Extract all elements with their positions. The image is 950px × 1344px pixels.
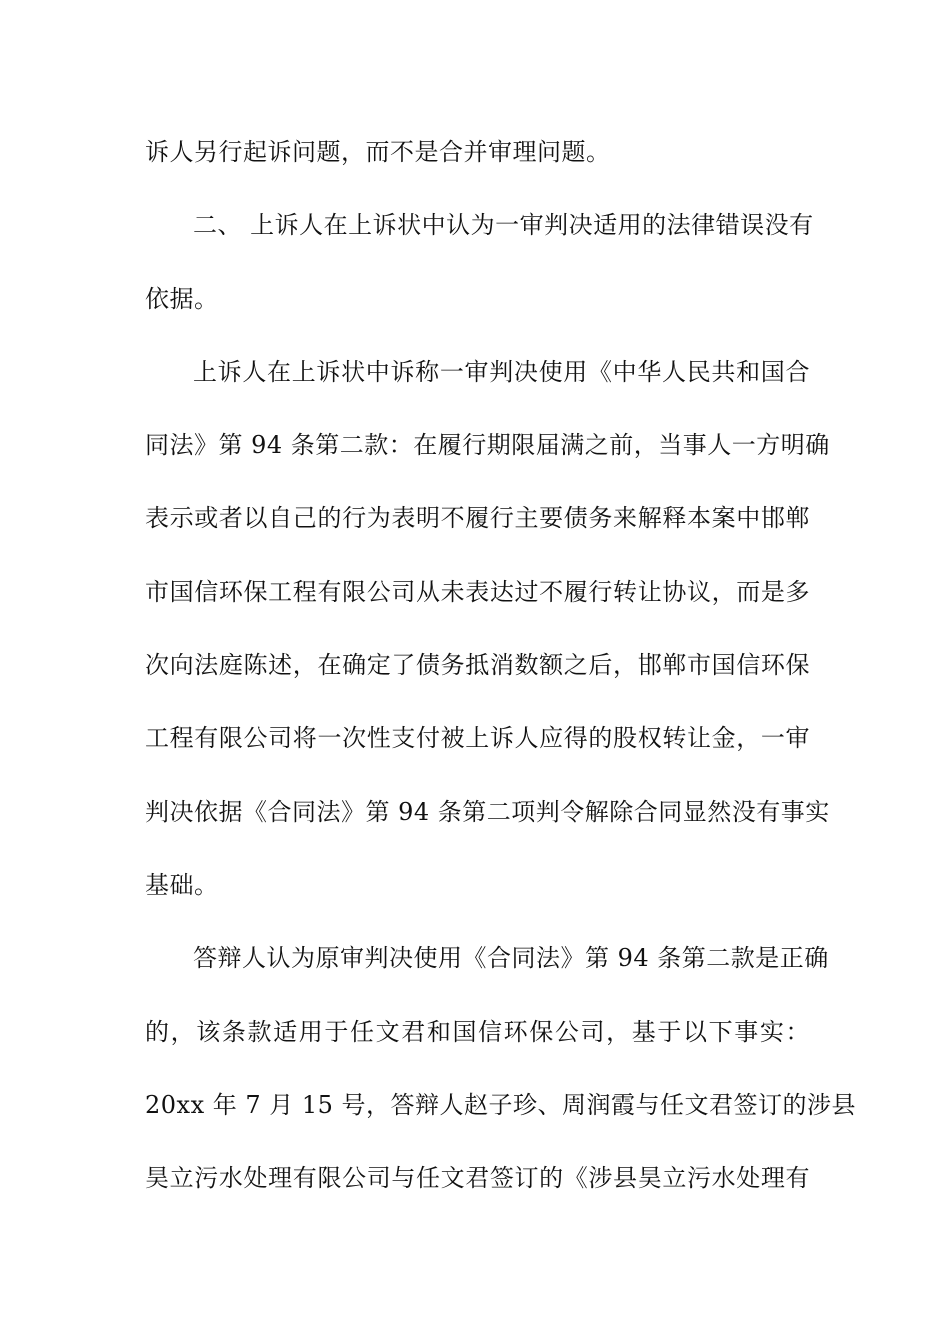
paragraph-line: 答辩人认为原审判决使用《合同法》第 94 条第二款是正确: [193, 944, 829, 973]
paragraph-line: 上诉人在上诉状中诉称一审判决使用《中华人民共和国合: [193, 357, 810, 386]
paragraph-line: 工程有限公司将一次性支付被上诉人应得的股权转让金，一审: [145, 724, 810, 753]
paragraph-line: 昊立污水处理有限公司与任文君签订的《涉县昊立污水处理有: [145, 1164, 810, 1193]
paragraph-line: 的，该条款适用于任文君和国信环保公司，基于以下事实：: [145, 1017, 810, 1046]
paragraph-line: 判决依据《合同法》第 94 条第二项判令解除合同显然没有事实: [145, 797, 830, 826]
paragraph-line: 次向法庭陈述，在确定了债务抵消数额之后，邯郸市国信环保: [145, 651, 810, 680]
paragraph-line: 表示或者以自己的行为表明不履行主要债务来解释本案中邯郸: [145, 504, 810, 533]
paragraph-line: 同法》第 94 条第二款：在履行期限届满之前，当事人一方明确: [145, 431, 830, 460]
paragraph-line: 20xx 年 7 月 15 号，答辩人赵子珍、周润霞与任文君签订的涉县: [145, 1090, 857, 1119]
section-heading-line: 二、 上诉人在上诉状中认为一审判决适用的法律错误没有: [193, 211, 814, 240]
paragraph-line: 基础。: [145, 870, 219, 899]
paragraph-line: 市国信环保工程有限公司从未表达过不履行转让协议，而是多: [145, 577, 810, 606]
paragraph-line: 依据。: [145, 284, 219, 313]
paragraph-line: 诉人另行起诉问题，而不是合并审理问题。: [145, 138, 611, 166]
document-body: [145, 130, 857, 1229]
